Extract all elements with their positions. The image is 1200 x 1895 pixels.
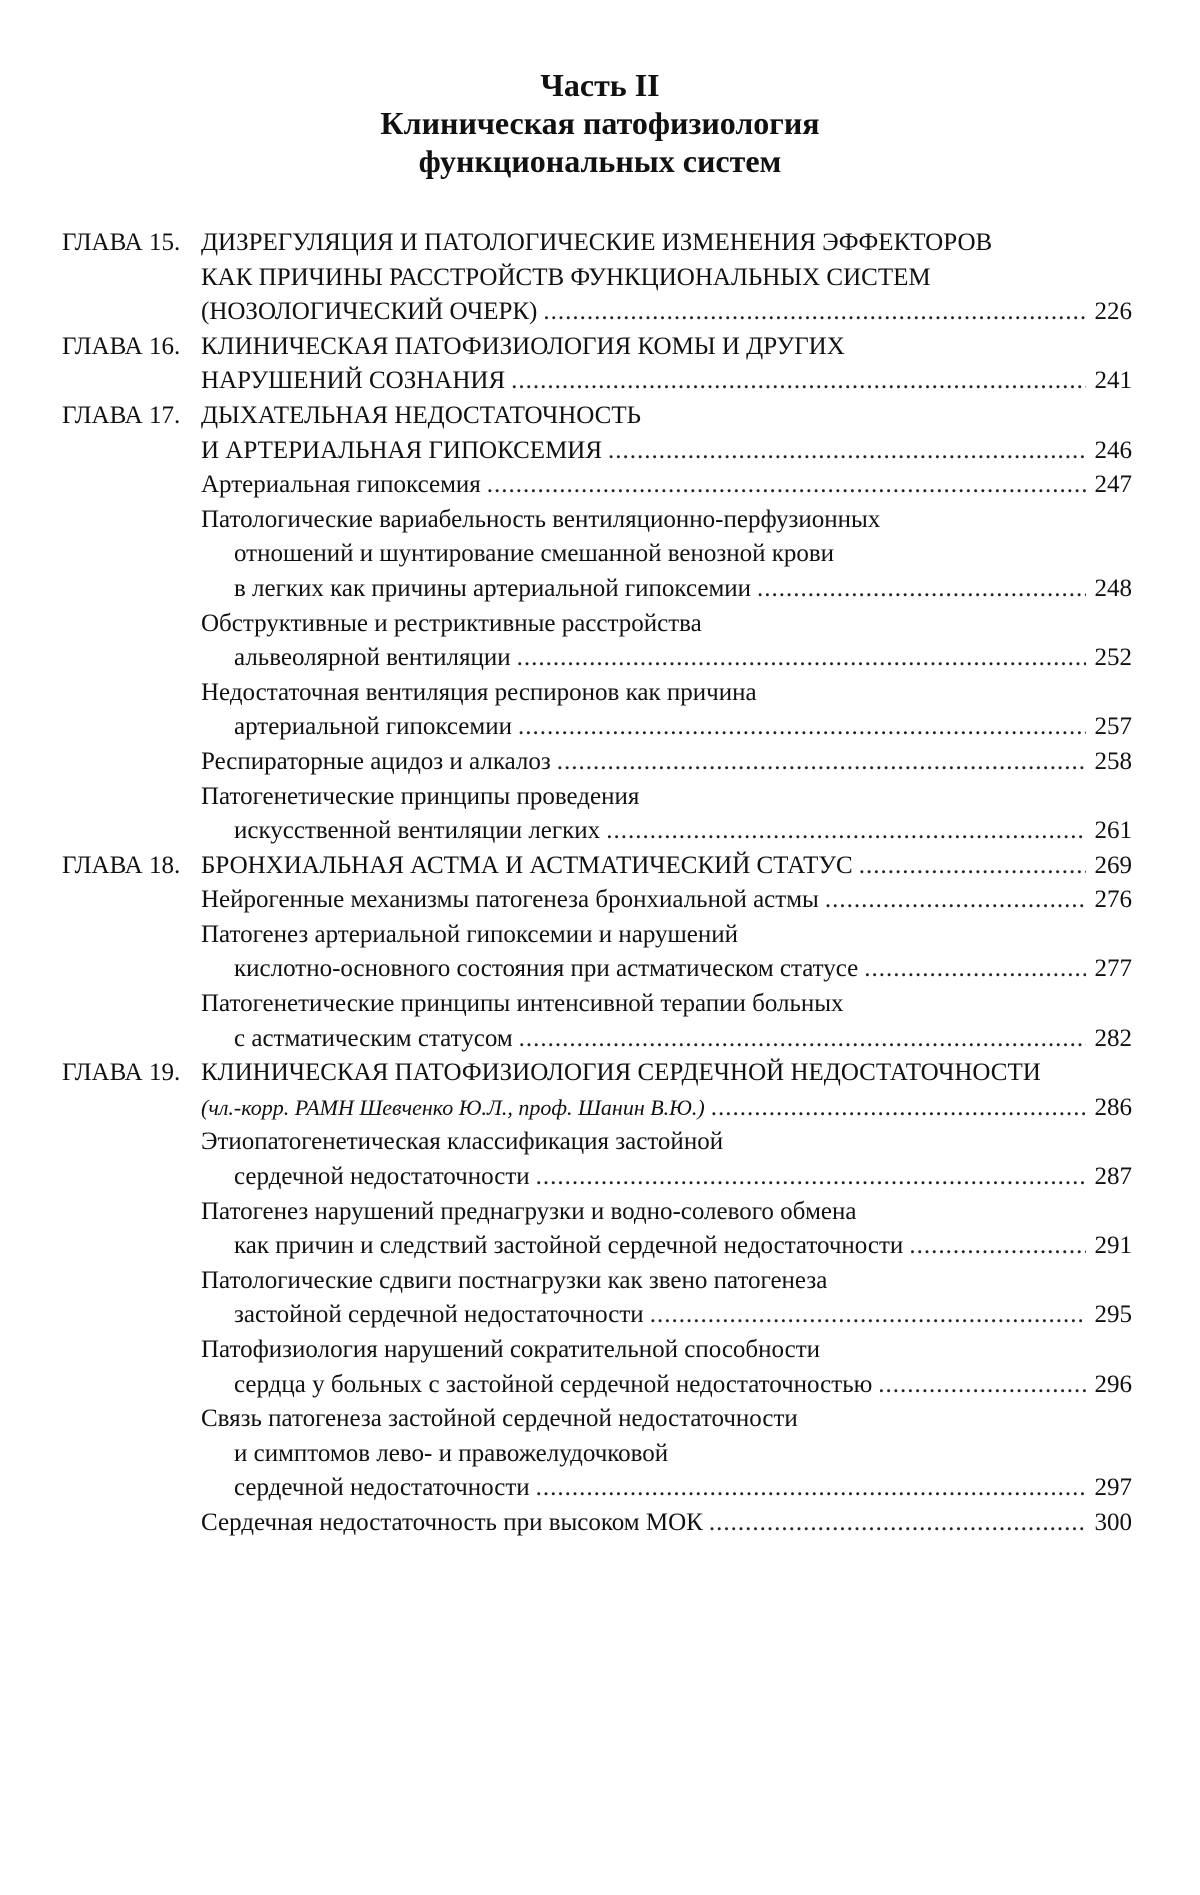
section-title: Патологические вариабельность вентиляционно-перфузионных [201,505,881,533]
leader-dots [487,468,1086,503]
section-entry-line [62,468,1132,503]
chapter-title-line [62,849,1132,884]
section-title: сердца у больных с застойной сердечной недостаточностью [234,1370,873,1398]
leader-dots [859,849,1086,884]
page-number: 295 [1094,1301,1132,1329]
part-header [0,66,1200,180]
part-title-line-2: функциональных систем [418,143,782,179]
leader-dots [557,745,1086,780]
section-title: с астматическим статусом [234,1024,513,1052]
chapter-author: (чл.-корр. РАМН Шевченко Ю.Л., проф. Шанин В.Ю.) [201,1094,705,1120]
section-title: отношений и шунтирование смешанной венозной крови [234,540,835,568]
section-entry-line [62,883,1132,918]
section-title: Патофизиология нарушений сократительной способности [201,1336,821,1363]
leader-dots [511,364,1086,399]
leader-dots [709,1506,1086,1541]
page-number: 248 [1094,574,1132,602]
section-title: Сердечная недостаточность при высоком МОК [201,1508,703,1536]
chapter-label: ГЛАВА 16. [62,332,181,360]
page-number: 296 [1094,1370,1132,1398]
page-number: 282 [1094,1024,1132,1052]
section-entry-line [62,1125,1132,1160]
section-entry-line [62,572,1132,607]
chapter-title-line [62,1056,1132,1091]
section-entry-line [62,814,1132,849]
page-number: 286 [1094,1093,1132,1121]
chapter-title: И АРТЕРИАЛЬНАЯ ГИПОКСЕМИЯ [201,436,603,464]
leader-dots [757,572,1086,607]
leader-dots [517,641,1086,676]
page-number: 257 [1094,713,1132,741]
chapter-title-line [62,226,1132,261]
section-title: Патогенез артериальной гипоксемии и нарушений [201,920,739,948]
page-number: 252 [1094,644,1132,672]
page-number: 277 [1094,955,1132,983]
section-entry-line [62,987,1132,1022]
leader-dots [650,1298,1086,1333]
section-entry-line [62,952,1132,987]
section-title: Нейрогенные механизмы патогенеза бронхиальной астмы [201,886,819,914]
page-number: 297 [1094,1474,1132,1502]
page-number: 287 [1094,1163,1132,1191]
section-entry-line [62,537,1132,572]
section-title: как причин и следствий застойной сердечной недостаточности [234,1232,904,1260]
section-entry-line [62,641,1132,676]
chapter-title: КЛИНИЧЕСКАЯ ПАТОФИЗИОЛОГИЯ СЕРДЕЧНОЙ НЕДОСТАТОЧНОСТИ [201,1059,1041,1087]
page-number: 247 [1094,471,1132,499]
leader-dots [825,883,1086,918]
page-number: 269 [1094,851,1132,879]
leader-dots [864,952,1086,987]
section-entry-line [62,1298,1132,1333]
table-of-contents [62,226,1132,1541]
leader-dots [518,710,1086,745]
section-title: Обструктивные и рестриктивные расстройства [201,609,702,637]
section-title: сердечной недостаточности [234,1163,530,1191]
section-entry-line [62,607,1132,642]
section-title: сердечной недостаточности [234,1474,530,1502]
section-entry-line [62,1368,1132,1403]
section-entry-line [62,676,1132,711]
section-entry-line [62,1506,1132,1541]
section-entry-line [62,1229,1132,1264]
section-title: Респираторные ацидоз и алкалоз [201,747,551,775]
section-entry-line [62,1402,1132,1437]
chapter-title: ДЫХАТЕЛЬНАЯ НЕДОСТАТОЧНОСТЬ [201,401,641,429]
chapter-title: НАРУШЕНИЙ СОЗНАНИЯ [201,367,506,395]
section-entry-line [62,1333,1132,1368]
leader-dots [606,814,1086,849]
chapter-title-line [62,295,1132,330]
section-entry-line [62,918,1132,953]
chapter-label: ГЛАВА 18. [62,851,181,879]
section-title: Этиопатогенетическая классификация застойной [201,1128,724,1156]
leader-dots [909,1229,1086,1264]
section-title: альвеолярной вентиляции [234,644,511,672]
chapter-author-line [62,1091,1132,1126]
chapter-title-line [62,330,1132,365]
section-title: Патогенез нарушений преднагрузки и водно-солевого обмена [201,1197,857,1225]
section-entry-line [62,1471,1132,1506]
chapter-title-line [62,364,1132,399]
chapter-title: (НОЗОЛОГИЧЕСКИЙ ОЧЕРК) [201,298,538,326]
page-number: 300 [1094,1508,1132,1536]
section-title: Связь патогенеза застойной сердечной недостаточности [201,1405,798,1433]
section-entry-line [62,1022,1132,1057]
section-title: Недостаточная вентиляция респиронов как причина [201,678,757,706]
page-number: 276 [1094,886,1132,914]
section-entry-line [62,1160,1132,1195]
section-title: артериальной гипоксемии [234,713,512,741]
leader-dots [608,434,1086,469]
chapter-title: ДИЗРЕГУЛЯЦИЯ И ПАТОЛОГИЧЕСКИЕ ИЗМЕНЕНИЯ ЭФФЕКТОРОВ [201,229,993,256]
part-title-line-1: Клиническая патофизиология [380,105,820,141]
part-number: Часть II [540,67,660,103]
section-title: и симптомов лево- и правожелудочковой [234,1439,669,1467]
chapter-title-line [62,399,1132,434]
section-entry-line [62,1195,1132,1230]
section-title: Патогенетические принципы проведения [201,782,640,810]
section-entry-line [62,503,1132,538]
page-number: 226 [1094,298,1132,326]
section-entry-line [62,1264,1132,1299]
section-title: застойной сердечной недостаточности [234,1301,644,1329]
section-entry-line [62,780,1132,815]
leader-dots [711,1091,1086,1126]
page-number: 246 [1094,436,1132,464]
chapter-title: КЛИНИЧЕСКАЯ ПАТОФИЗИОЛОГИЯ КОМЫ И ДРУГИХ [201,332,845,360]
leader-dots [536,1160,1086,1195]
section-title: Патологические сдвиги постнагрузки как звено патогенеза [201,1266,828,1294]
page-number: 291 [1094,1232,1132,1260]
chapter-label: ГЛАВА 17. [62,401,181,429]
leader-dots [536,1471,1086,1506]
chapter-title: БРОНХИАЛЬНАЯ АСТМА И АСТМАТИЧЕСКИЙ СТАТУС [201,851,853,879]
page-number: 261 [1094,817,1132,845]
leader-dots [878,1368,1086,1403]
section-entry-line [62,710,1132,745]
section-title: Патогенетические принципы интенсивной терапии больных [201,990,844,1018]
chapter-label: ГЛАВА 19. [62,1059,181,1087]
page-number: 241 [1094,367,1132,395]
chapter-title-line [62,261,1132,296]
section-title: искусственной вентиляции легких [234,817,601,845]
section-title: Артериальная гипоксемия [201,471,481,499]
section-entry-line [62,745,1132,780]
leader-dots [519,1022,1086,1057]
section-title: в легких как причины артериальной гипоксемии [234,574,752,602]
leader-dots [543,295,1086,330]
chapter-title-line [62,434,1132,469]
section-entry-line [62,1437,1132,1472]
chapter-label: ГЛАВА 15. [62,229,181,256]
chapter-title: КАК ПРИЧИНЫ РАССТРОЙСТВ ФУНКЦИОНАЛЬНЫХ СИСТЕМ [201,263,931,291]
page-number: 258 [1094,747,1132,775]
section-title: кислотно-основного состояния при астматическом статусе [234,955,859,983]
